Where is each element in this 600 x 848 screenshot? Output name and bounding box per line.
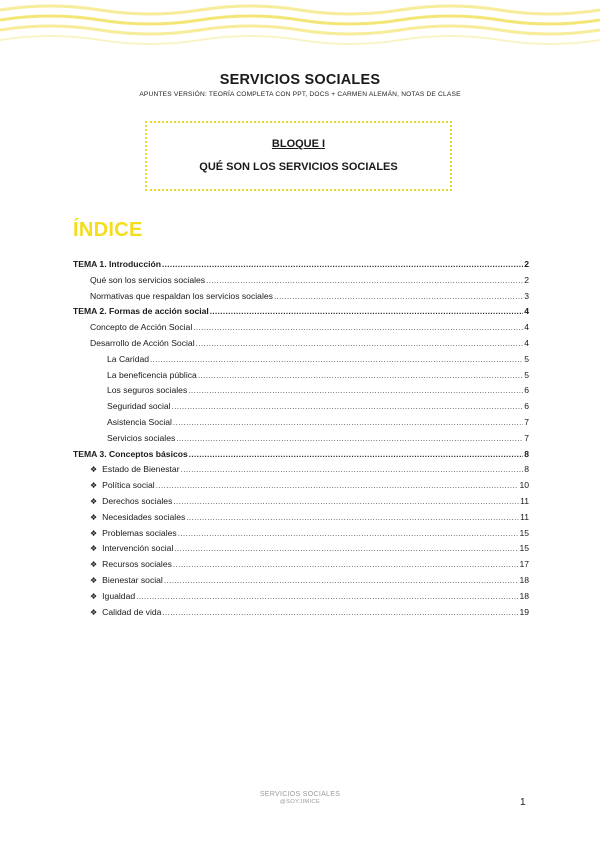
bloque-subtitle: QUÉ SON LOS SERVICIOS SOCIALES [199,161,398,173]
toc-entry[interactable]: ❖ Bienestar social ..... 18 [73,575,529,591]
bloque-label: BLOQUE I [271,138,326,150]
toc-entry[interactable]: ❖ Problemas sociales ..... 15 [73,528,529,544]
document-title: SERVICIOS SOCIALES [219,72,381,88]
diamond-bullet-icon: ❖ [90,607,98,617]
footer-handle: @SOYJIMICE [279,799,321,805]
toc-entry[interactable]: ❖ Igualdad ..... 18 [73,591,529,607]
toc-entry[interactable]: Qué son los servicios sociales ..... 2 [73,275,529,291]
toc-entry[interactable]: Desarrollo de Acción Social ..... 4 [73,338,529,354]
diamond-bullet-icon: ❖ [90,575,98,585]
diamond-bullet-icon: ❖ [90,496,98,506]
document-header [0,72,600,98]
toc-entry[interactable]: TEMA 3. Conceptos básicos ..... 8 [73,449,529,465]
toc-entry[interactable]: Concepto de Acción Social ..... 4 [73,322,529,338]
diamond-bullet-icon: ❖ [90,544,98,554]
toc-entry[interactable]: La Caridad ..... 5 [73,354,529,370]
toc-entry[interactable]: ❖ Estado de Bienestar ..... 8 [73,464,529,480]
diamond-bullet-icon: ❖ [90,528,98,538]
toc-entry[interactable]: Seguridad social ..... 6 [73,401,529,417]
toc-entry[interactable]: ❖ Política social ..... 10 [73,480,529,496]
toc-entry[interactable]: ❖ Calidad de vida ..... 19 [73,607,529,623]
toc-entry[interactable]: La beneficencia pública ..... 5 [73,370,529,386]
diamond-bullet-icon: ❖ [90,512,98,522]
toc-entry[interactable]: Servicios sociales ..... 7 [73,433,529,449]
toc-entry[interactable]: Los seguros sociales ..... 6 [73,385,529,401]
toc-entry[interactable]: ❖ Recursos sociales ..... 17 [73,559,529,575]
page-number: 1 [520,797,526,808]
diamond-bullet-icon: ❖ [90,481,98,491]
toc-entry[interactable]: ❖ Intervención social ..... 15 [73,543,529,559]
toc-entry[interactable]: ❖ Derechos sociales ..... 11 [73,496,529,512]
toc-entry[interactable]: TEMA 2. Formas de acción social ..... 4 [73,306,529,322]
toc-entry[interactable]: ❖ Necesidades sociales ..... 11 [73,512,529,528]
document-subtitle: APUNTES VERSIÓN: TEORÍA COMPLETA CON PPT, DOCS + CARMEN ALEMÁN, NOTAS DE CLASE [139,91,461,98]
diamond-bullet-icon: ❖ [90,560,98,570]
toc-entry[interactable]: Normativas que respaldan los servicios sociales ..... 3 [73,291,529,307]
indice-heading: ÍNDICE [73,219,143,241]
page-footer [0,791,600,805]
table-of-contents [73,259,529,622]
footer-title: SERVICIOS SOCIALES [259,791,341,798]
toc-entry[interactable]: Asistencia Social ..... 7 [73,417,529,433]
decorative-wave-header [0,0,600,48]
toc-entry[interactable]: TEMA 1. Introducción ..... 2 [73,259,529,275]
diamond-bullet-icon: ❖ [90,591,98,601]
diamond-bullet-icon: ❖ [90,465,98,475]
bloque-box [145,121,452,191]
